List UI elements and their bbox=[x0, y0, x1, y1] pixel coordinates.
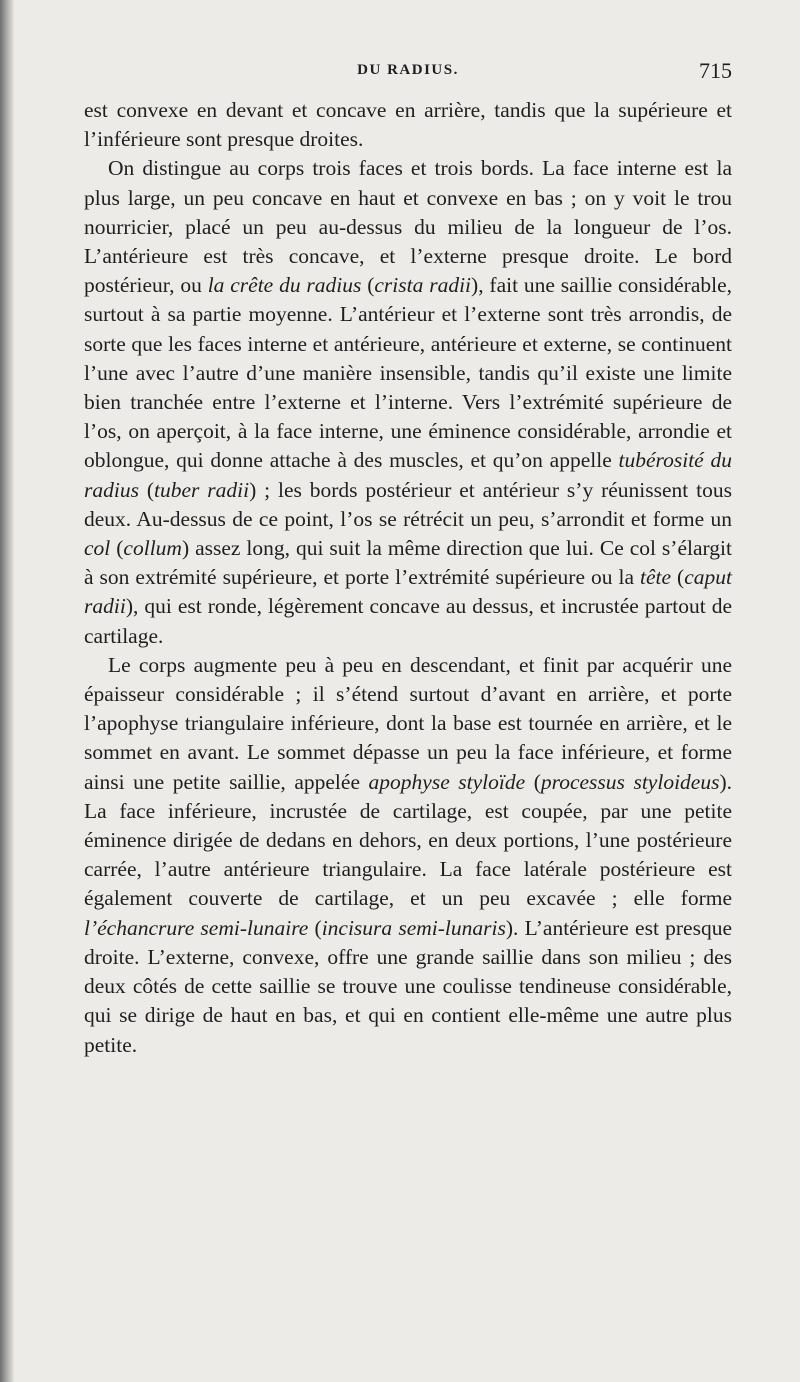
text-run: Le corps augmente peu à peu en descendant, et finit par acquérir une épaisseur considérable ; il s’étend surtout d’avant en arrière, et porte l’apophyse triangulaire inférieure, dont la base est tournée en arrière, et le sommet en avant. Le sommet dépasse un peu la face inférieure, et forme ainsi une petite saillie, appelée bbox=[84, 652, 732, 794]
text-run: ( bbox=[138, 477, 155, 502]
text-run: ( bbox=[671, 565, 685, 590]
text-run: ( bbox=[110, 536, 124, 561]
term-incisura-semi-lunaris: incisura semi-lunaris bbox=[321, 915, 506, 940]
term-tuberosite-du-radius: tubérosité du radius bbox=[84, 448, 732, 502]
term-crista-radii: crista radii bbox=[374, 273, 472, 298]
term-tete: tête bbox=[640, 565, 672, 590]
text-run: ), qui est ronde, légèrement concave au dessus, et incrustée partout de cartilage. bbox=[84, 594, 732, 648]
page-header bbox=[84, 58, 732, 88]
term-caput-radii: caput radii bbox=[84, 565, 732, 619]
text-run: ) ; les bords postérieur et antérieur s’y réunissent tous deux. Au-dessus de ce point, l’os se rétrécit un peu, s’arrondit et forme un bbox=[84, 477, 732, 531]
term-col: col bbox=[84, 536, 111, 561]
paragraph-2 bbox=[84, 154, 732, 650]
text-run: ( bbox=[308, 915, 322, 940]
term-tuber-radii: tuber radii bbox=[154, 477, 250, 502]
text-run: ) assez long, qui suit la même direction que lui. Ce col s’élargit à son extrémité supérieure, et porte l’extrémité supérieure ou la bbox=[84, 536, 732, 590]
text-run: ( bbox=[525, 769, 541, 794]
text-run: est convexe en devant et concave en arrière, tandis que la supérieure et l’inférieure sont presque droites. bbox=[84, 98, 732, 152]
term-collum: collum bbox=[123, 536, 182, 561]
term-apophyse-styloide: apophyse styloïde bbox=[368, 769, 526, 794]
paragraph-1 bbox=[84, 96, 732, 154]
term-crete-du-radius: la crête du radius bbox=[207, 273, 362, 298]
term-echancrure-semi-lunaire: l’échancrure semi-lunaire bbox=[84, 915, 309, 940]
page-number: 715 bbox=[699, 58, 732, 83]
running-title: DU RADIUS. bbox=[357, 62, 459, 78]
page-spine-shadow bbox=[0, 0, 14, 1382]
paragraph-3 bbox=[84, 651, 732, 1060]
text-run: ), fait une saillie considérable, surtout à sa partie moyenne. L’antérieur et l’externe sont très arrondis, de sorte que les faces interne et antérieure, antérieure et externe, se continuent l’une avec l’autre d’une manière insensible, tandis qu’il existe une limite bien tranchée entre l’externe et l’interne. Vers l’extrémité supérieure de l’os, on aperçoit, à la face interne, une éminence considérable, arrondie et oblongue, qui donne attache à des muscles, et qu’on appelle bbox=[84, 273, 733, 473]
text-run: ). La face inférieure, incrustée de cartilage, est coupée, par une petite éminence dirigée de dedans en dehors, en deux portions, l’une postérieure carrée, l’autre antérieure triangulaire. La face latérale postérieure est également couverte de cartilage, et un peu excavée ; elle forme bbox=[84, 769, 733, 911]
text-run: On distingue au corps trois faces et trois bords. La face interne est la plus large, un peu concave en haut et convexe en bas ; on y voit le trou nourricier, placé un peu au-dessus du milieu de la longueur de l’os. L’antérieure est très concave, et l’externe presque droite. Le bord postérieur, ou bbox=[84, 156, 732, 298]
term-processus-styloideus: processus styloideus bbox=[540, 769, 720, 794]
text-run: ( bbox=[361, 273, 375, 298]
body-text bbox=[84, 96, 732, 1060]
text-run: ). L’antérieure est presque droite. L’externe, convexe, offre une grande saillie dans son milieu ; des deux côtés de cette saillie se trouve une coulisse tendineuse considérable, qui se dirige de haut en bas, et qui en contient elle-même une autre plus petite. bbox=[84, 915, 732, 1057]
